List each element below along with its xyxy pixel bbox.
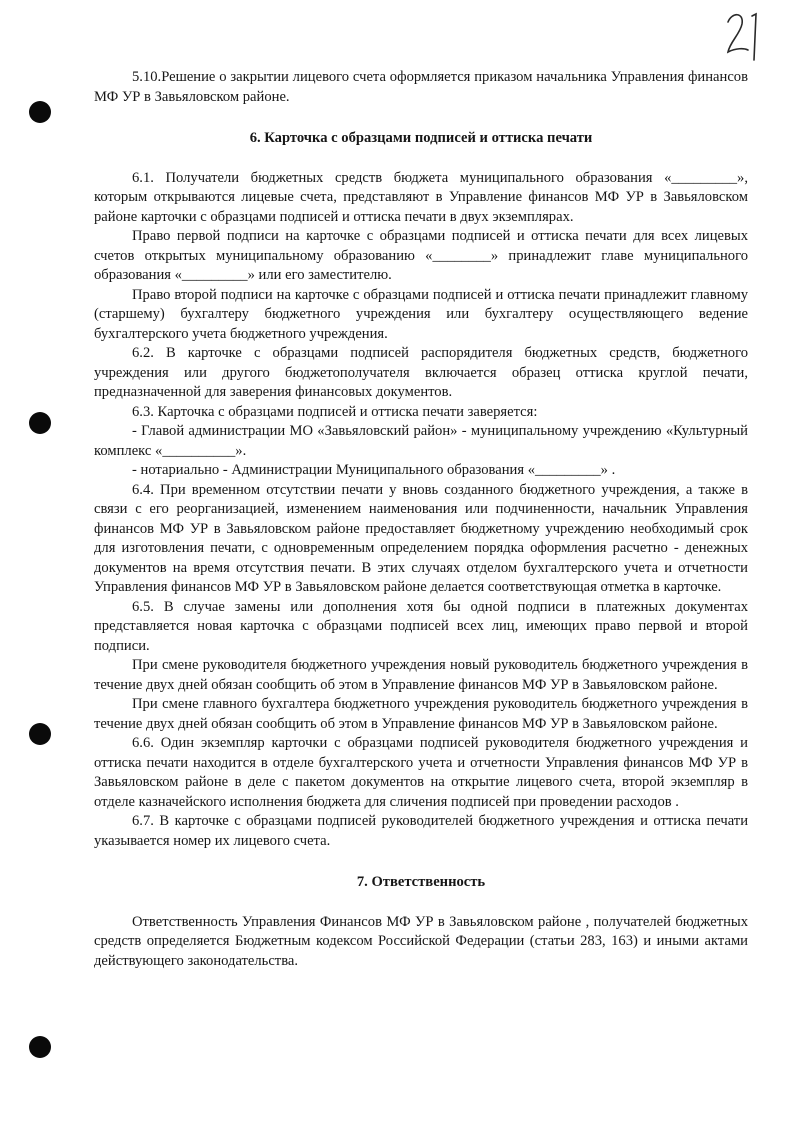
paragraph-6-6: 6.6. Один экземпляр карточки с образцами подписей руководителя бюджетного учреждения и оттиска печати находится в отделе бухгалтерского учета и отчетности Управления финансов МФ УР в Завьяловском районе в деле с пакетом документов на открытие лицевого счета, второй экземпляр в отделе казначейского исполнения бюджета для сличения подписей при проведении расходов . [94,735,748,810]
paragraph-6-7: 6.7. В карточке с образцами подписей руководителей бюджетного учреждения и оттиска печати указывается номер их лицевого счета. [94,813,748,849]
punch-hole [29,412,51,434]
paragraph-6-5-accountant-change: При смене главного бухгалтера бюджетного учреждения руководитель бюджетного учреждения в течение двух дней обязан сообщить об этом в Управление финансов МФ УР в Завьяловском районе. [94,696,748,732]
paragraph-6-3: 6.3. Карточка с образцами подписей и оттиска печати заверяется: [132,403,538,420]
section-7-heading: 7. Ответственность [356,874,486,890]
paragraph-6-3-item-b: - нотариально - Администрации Муниципального образования «_________» . [132,462,616,478]
document-page [94,68,748,971]
paragraph-6-5-head-change: При смене руководителя бюджетного учреждения новый руководитель бюджетного учреждения в течение двух дней обязан сообщить об этом в Управление финансов МФ УР в Завьяловском районе. [94,657,748,693]
paragraph-6-1-second-signature: Право второй подписи на карточке с образцами подписей и оттиска печати принадлежит главному (старшему) бухгалтеру бюджетного учреждения или бухгалтеру осуществляющего ведение бухгалтерского учета бюджетного учреждения. [94,286,748,342]
paragraph-6-5: 6.5. В случае замены или дополнения хотя бы одной подписи в платежных документах представляется новая карточка с образцами подписей всех лиц, имеющих право первой и второй подписи. [94,598,748,654]
punch-hole [29,1036,51,1058]
paragraph-6-2: 6.2. В карточке с образцами подписей распорядителя бюджетных средств, бюджетного учреждения или другого бюджетополучателя включается образец оттиска круглой печати, предназначенной для заверения финансовых документов. [94,345,748,400]
paragraph-6-4: 6.4. При временном отсутствии печати у вновь созданного бюджетного учреждения, а также в связи с его реорганизацией, изменением наименования или подчиненности, начальник Управления финансов МФ УР в Завьяловском районе предоставляет бюджетному учреждению необходимый срок для изготовления печати, с одновременным определением порядка оформления расчетно - денежных документов на время отсутствия печати. В этих случаях отделом бухгалтерского учета и отчетности Управления финансов МФ УР в Завьяловском районе делается соответствующая отметка в карточке. [94,481,748,595]
paragraph-7: Ответственность Управления Финансов МФ УР в Завьяловском районе , получателей бюджетных средств определяется Бюджетным кодексом Российской Федерации (статьи 283, 163) и иными актами действующего законодательства. [94,913,748,969]
punch-hole [29,723,51,745]
paragraph-6-1-first-signature: Право первой подписи на карточке с образцами подписей и оттиска печати для всех лицевых счетов открытых муниципальному образованию «________» принадлежит главе муниципального образования «_________» или его заместителю. [94,228,748,283]
section-6-heading: 6. Карточка с образцами подписей и оттиска печати [249,130,593,146]
paragraph-6-3-item-a: - Главой администрации МО «Завьяловский район» - муниципальному учреждению «Культурный комплекс «__________». [94,423,748,459]
handwritten-page-number [722,8,766,68]
paragraph-6-1: 6.1. Получатели бюджетных средств бюджета муниципального образования «_________», которым открываются лицевые счета, представляют в Управление финансов МФ УР в Завьяловском районе карточки с образцами подписей и оттиска печати в двух экземплярах. [94,169,748,225]
paragraph-5-10: 5.10.Решение о закрытии лицевого счета оформляется приказом начальника Управления финансов МФ УР в Завьяловском районе. [94,69,748,105]
punch-hole [29,101,51,123]
